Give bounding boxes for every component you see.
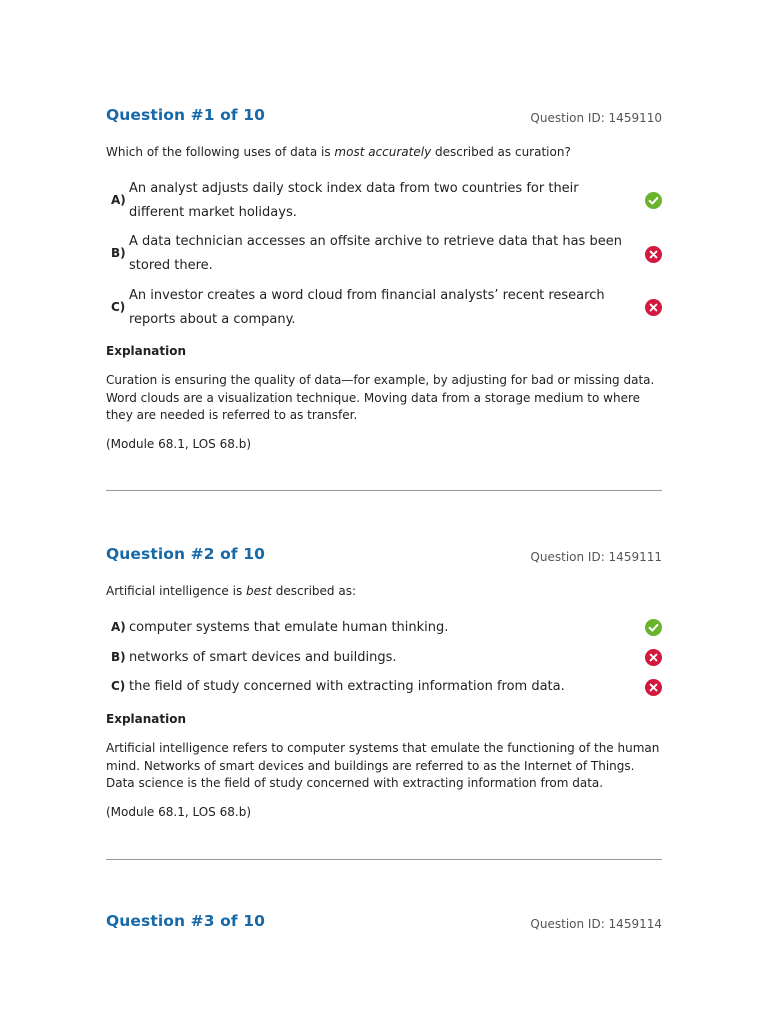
question-3	[106, 912, 662, 942]
answer-option-b	[106, 646, 662, 670]
option-text: the field of study concerned with extracting information from data.	[129, 679, 565, 694]
question-id: Question ID: 1459111	[530, 550, 662, 564]
section-divider	[106, 490, 662, 491]
correct-icon	[645, 192, 662, 209]
explanation-heading: Explanation	[106, 712, 187, 726]
option-letter: C)	[111, 300, 126, 314]
incorrect-icon	[645, 679, 662, 696]
option-letter: C)	[111, 679, 126, 693]
question-header	[106, 106, 662, 130]
stem-text: described as:	[271, 584, 356, 598]
option-text: networks of smart devices and buildings.	[129, 650, 397, 665]
answer-option-a	[106, 616, 662, 640]
question-id: Question ID: 1459114	[530, 917, 662, 931]
module-reference: (Module 68.1, LOS 68.b)	[106, 805, 251, 819]
incorrect-icon	[645, 649, 662, 666]
option-letter: A)	[111, 193, 126, 207]
module-reference: (Module 68.1, LOS 68.b)	[106, 437, 251, 451]
answer-option-c	[106, 675, 662, 699]
option-letter: B)	[111, 246, 126, 260]
question-title: Question #3 of 10	[106, 912, 265, 930]
incorrect-icon	[645, 299, 662, 316]
answer-option-a	[106, 177, 662, 224]
explanation-heading: Explanation	[106, 344, 187, 358]
option-text: An investor creates a word cloud from financial analysts’ recent research reports about a company.	[129, 288, 605, 327]
question-1	[106, 106, 662, 466]
question-title: Question #1 of 10	[106, 106, 265, 124]
explanation-text: Artificial intelligence refers to computer systems that emulate the functioning of the human mind. Networks of smart devices and buildings are referred to as the Internet of Things. Data science is the field of study concerned with extracting information from data.	[106, 741, 660, 790]
option-letter: A)	[111, 620, 126, 634]
option-text: A data technician accesses an offsite archive to retrieve data that has been stored there.	[129, 234, 622, 273]
incorrect-icon	[645, 246, 662, 263]
option-text: An analyst adjusts daily stock index data from two countries for their different market holidays.	[129, 181, 579, 220]
option-text: computer systems that emulate human thinking.	[129, 620, 449, 635]
stem-text: Which of the following uses of data is	[106, 145, 335, 159]
stem-emphasis: best	[246, 584, 272, 598]
option-letter: B)	[111, 650, 126, 664]
question-header	[106, 912, 662, 936]
stem-text: Artificial intelligence is	[106, 584, 247, 598]
section-divider	[106, 859, 662, 860]
question-2	[106, 545, 662, 835]
stem-emphasis: most accurately	[334, 145, 432, 159]
answer-option-b	[106, 230, 662, 277]
question-title: Question #2 of 10	[106, 545, 265, 563]
question-stem	[106, 145, 571, 159]
answer-option-c	[106, 284, 662, 331]
correct-icon	[645, 619, 662, 636]
question-stem	[106, 584, 356, 598]
stem-text: described as curation?	[431, 145, 571, 159]
question-header	[106, 545, 662, 569]
question-id: Question ID: 1459110	[530, 111, 662, 125]
explanation-text: Curation is ensuring the quality of data—for example, by adjusting for bad or missing data. Word clouds are a visualization technique. Moving data from a storage medium to where they are needed is referred to as transfer.	[106, 373, 655, 422]
